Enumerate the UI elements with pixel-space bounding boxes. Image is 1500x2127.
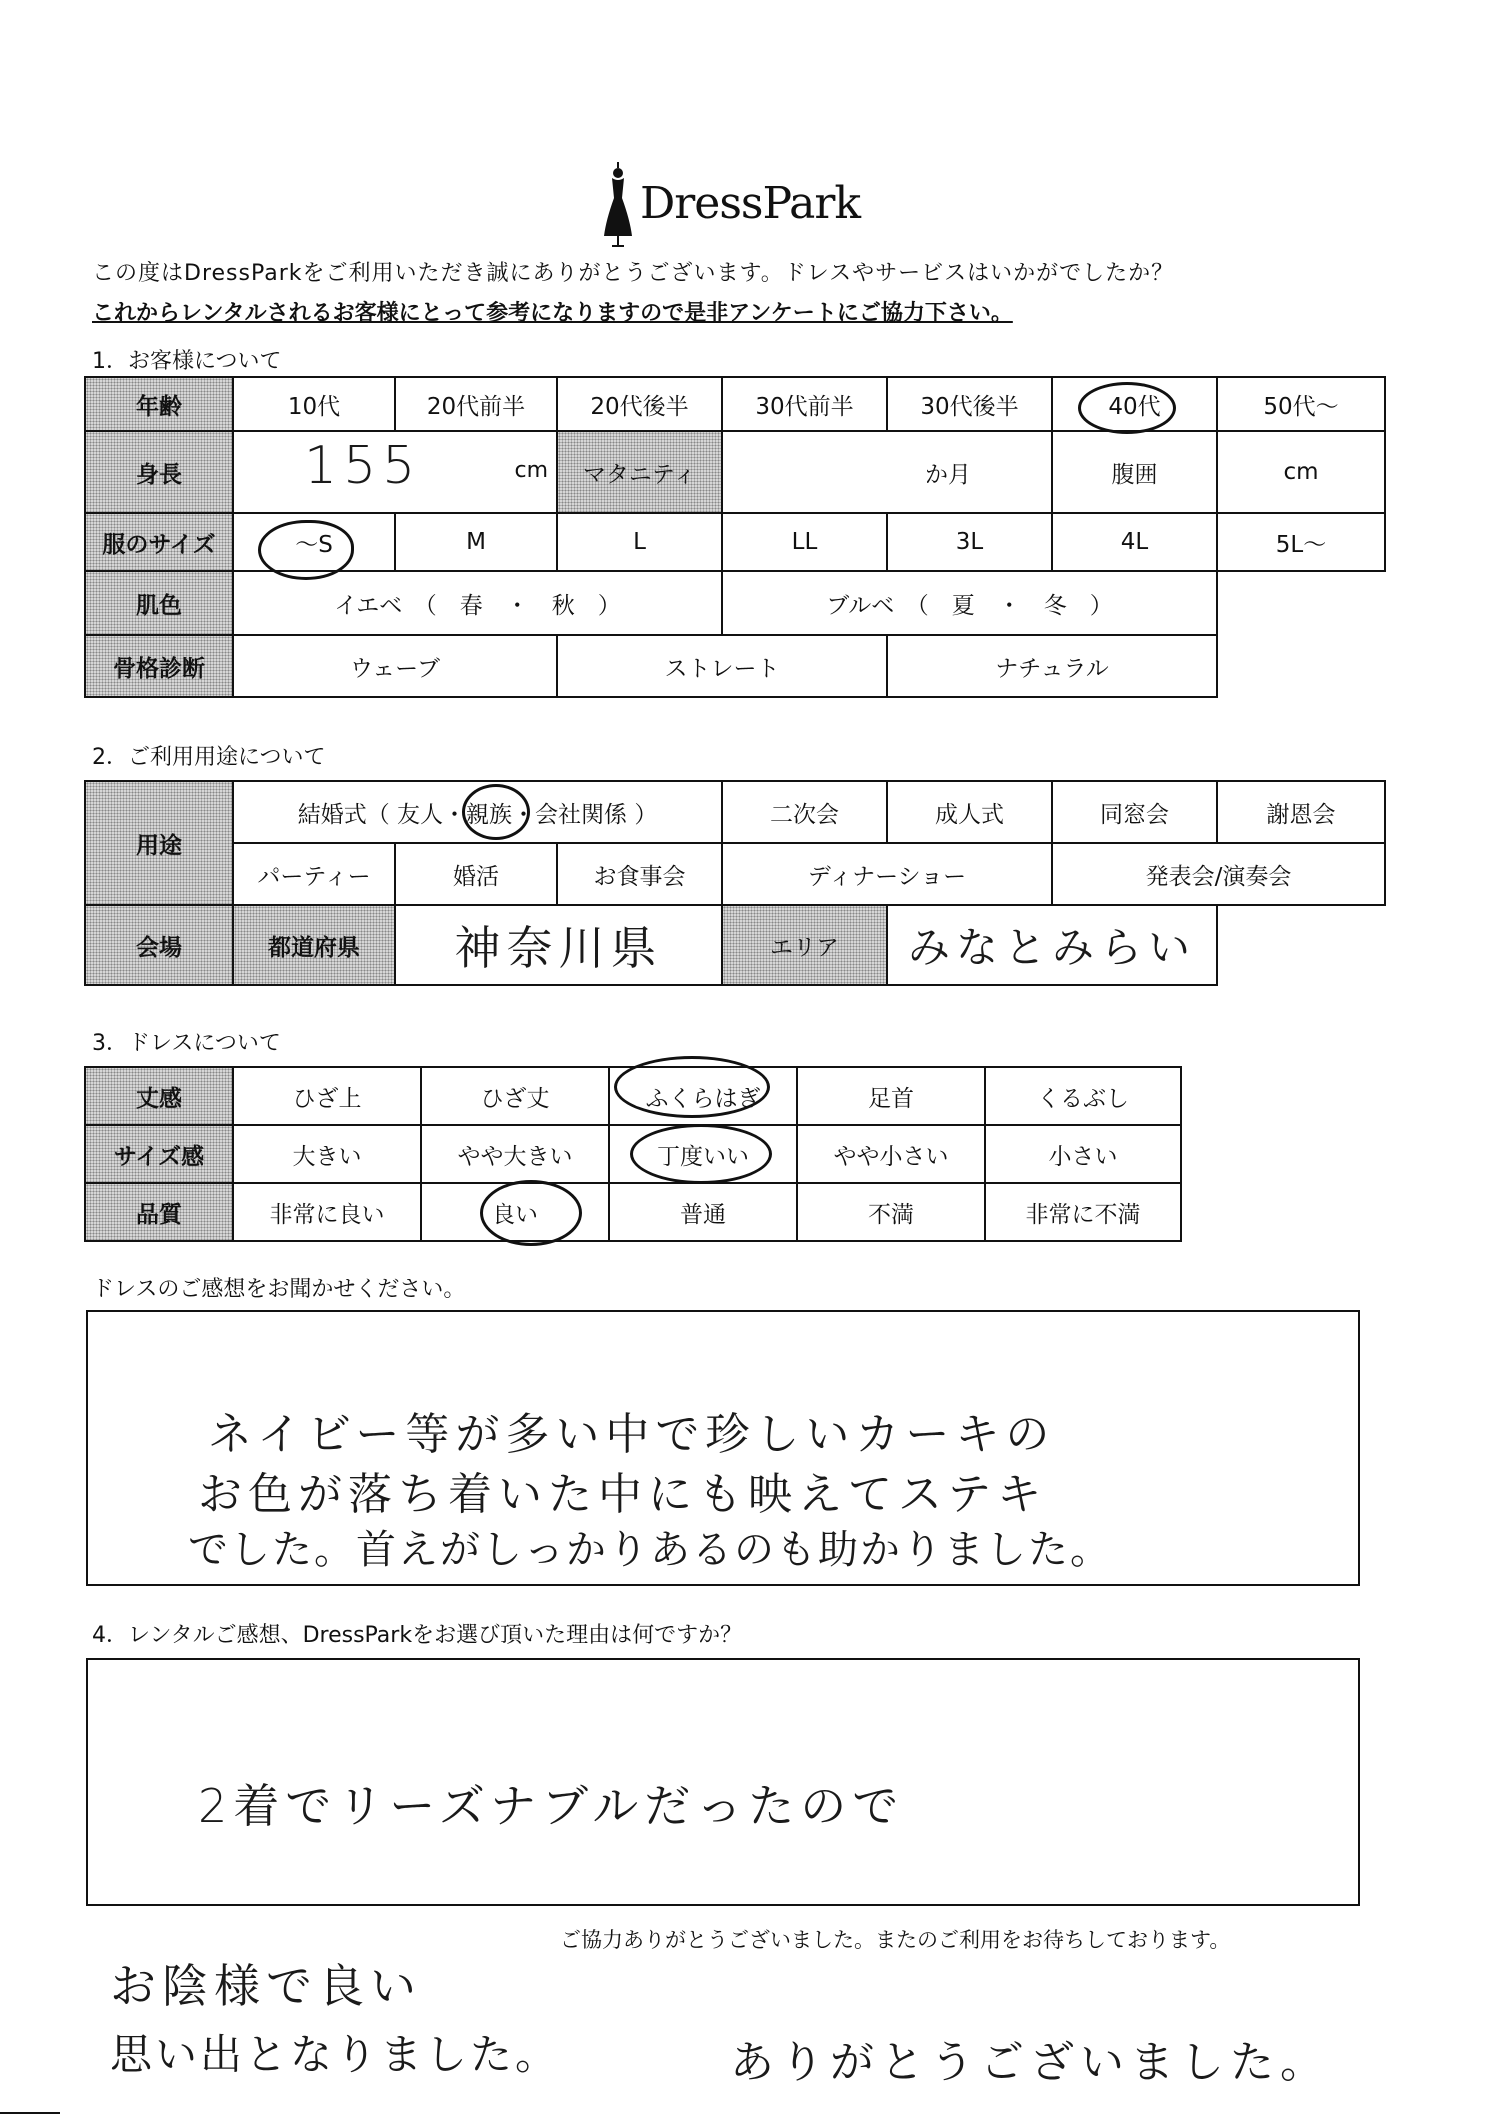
age-option[interactable]: 30代後半	[887, 377, 1052, 431]
purpose-option[interactable]: ディナーショー	[722, 843, 1052, 905]
reason-box[interactable]	[86, 1658, 1360, 1906]
waist-label: 腹囲	[1052, 431, 1217, 513]
purpose-label: 用途	[85, 781, 233, 905]
fit-option[interactable]: 小さい	[985, 1125, 1181, 1183]
quality-option[interactable]: 不満	[797, 1183, 985, 1241]
brand-logo	[600, 160, 900, 250]
thanks-message: ご協力ありがとうございました。またのご利用をお待ちしております。	[560, 1928, 1231, 1952]
age-option-selected[interactable]: 40代	[1052, 377, 1217, 431]
quality-option-selected[interactable]: 良い	[421, 1183, 609, 1241]
height-label: 身長	[85, 431, 233, 513]
blank-cell	[1217, 571, 1385, 635]
maternity-months[interactable]: か月	[722, 431, 1052, 513]
handwritten-note: お陰様で良い	[110, 1959, 422, 2013]
quality-option[interactable]: 非常に良い	[233, 1183, 421, 1241]
fit-selection-circle	[630, 1124, 772, 1184]
age-option[interactable]: 50代～	[1217, 377, 1385, 431]
size-label: 服のサイズ	[85, 513, 233, 571]
height-unit: cm	[514, 458, 548, 483]
fit-option-selected[interactable]: 丁度いい	[609, 1125, 797, 1183]
scan-edge-line	[0, 2112, 60, 2114]
length-option[interactable]: 足首	[797, 1067, 985, 1125]
purpose-option[interactable]: 発表会/演奏会	[1052, 843, 1385, 905]
blank-cell	[1217, 635, 1385, 697]
intro-request: これからレンタルされるお客様にとって参考になりますので是非アンケートにご協力下さい。	[92, 301, 1013, 326]
quality-label: 品質	[85, 1183, 233, 1241]
reason-answer: 2着でリーズナブルだったので	[198, 1779, 905, 1833]
purpose-option[interactable]: 婚活	[395, 843, 557, 905]
size-option[interactable]: 3L	[887, 513, 1052, 571]
height-field[interactable]	[233, 431, 557, 513]
waist-unit[interactable]: cm	[1217, 431, 1385, 513]
purpose-option[interactable]: パーティー	[233, 843, 395, 905]
handwritten-thanks: ありがとうございました。	[730, 2037, 1330, 2088]
dress-comment-box[interactable]	[86, 1310, 1360, 1586]
area-label: エリア	[722, 905, 887, 985]
skin-yellow-option[interactable]: イエベ （ 春 ・ 秋 ）	[233, 571, 722, 635]
size-option[interactable]: M	[395, 513, 557, 571]
prefecture-label: 都道府県	[233, 905, 395, 985]
prefecture-field[interactable]	[395, 905, 722, 985]
length-option[interactable]: ひざ上	[233, 1067, 421, 1125]
skin-blue-option[interactable]: ブルベ （ 夏 ・ 冬 ）	[722, 571, 1217, 635]
purpose-option[interactable]: お食事会	[557, 843, 722, 905]
size-option[interactable]: LL	[722, 513, 887, 571]
size-selection-circle	[258, 520, 354, 580]
age-option[interactable]: 20代後半	[557, 377, 722, 431]
purpose-option[interactable]: 二次会	[722, 781, 887, 843]
prefecture-value: 神奈川県	[454, 921, 663, 975]
age-option[interactable]: 10代	[233, 377, 395, 431]
dress-icon	[600, 160, 636, 250]
length-label: 丈感	[85, 1067, 233, 1125]
comment-line: でした。首えがしっかりあるのも助かりました。	[188, 1527, 1112, 1573]
size-option-selected[interactable]: ～S	[233, 513, 395, 571]
purpose-option[interactable]: 同窓会	[1052, 781, 1217, 843]
area-field[interactable]	[887, 905, 1217, 985]
fit-option[interactable]: やや大きい	[421, 1125, 609, 1183]
skeleton-option[interactable]: ストレート	[557, 635, 887, 697]
fit-option[interactable]: 大きい	[233, 1125, 421, 1183]
blank-cell	[1217, 905, 1385, 985]
size-option[interactable]: 4L	[1052, 513, 1217, 571]
comment-line: お色が落ち着いた中にも映えてステキ	[198, 1469, 1048, 1520]
handwritten-note: 思い出となりました。	[110, 2030, 561, 2079]
section1-title: 1．お客様について	[92, 349, 282, 374]
fit-label: サイズ感	[85, 1125, 233, 1183]
brand-name: DressPark	[640, 178, 861, 229]
length-selection-circle	[614, 1056, 770, 1118]
length-option[interactable]: ひざ丈	[421, 1067, 609, 1125]
age-option[interactable]: 30代前半	[722, 377, 887, 431]
age-label: 年齢	[85, 377, 233, 431]
section3-title: 3．ドレスについて	[92, 1031, 281, 1056]
maternity-label: マタニティ	[557, 431, 722, 513]
quality-option[interactable]: 非常に不満	[985, 1183, 1181, 1241]
intro-text: この度はDressParkをご利用いただき誠にありがとうございます。ドレスやサービスはいかがでしたか？	[92, 261, 1175, 286]
purpose-option[interactable]: 成人式	[887, 781, 1052, 843]
comment-line: ネイビー等が多い中で珍しいカーキの	[208, 1409, 1056, 1460]
height-value: 155	[304, 436, 422, 496]
age-selection-circle	[1078, 382, 1176, 434]
skeleton-option[interactable]: ナチュラル	[887, 635, 1217, 697]
length-option[interactable]: くるぶし	[985, 1067, 1181, 1125]
size-option[interactable]: L	[557, 513, 722, 571]
skin-label: 肌色	[85, 571, 233, 635]
relation-selection-circle	[462, 784, 530, 840]
skeleton-option[interactable]: ウェーブ	[233, 635, 557, 697]
size-option[interactable]: 5L～	[1217, 513, 1385, 571]
age-option[interactable]: 20代前半	[395, 377, 557, 431]
purpose-wedding[interactable]: 結婚式（ 友人・親族・会社関係 ）	[233, 781, 722, 843]
purpose-table	[84, 780, 1386, 986]
fit-option[interactable]: やや小さい	[797, 1125, 985, 1183]
skeleton-label: 骨格診断	[85, 635, 233, 697]
length-option-selected[interactable]: ふくらはぎ	[609, 1067, 797, 1125]
venue-label: 会場	[85, 905, 233, 985]
section2-title: 2．ご利用用途について	[92, 745, 326, 770]
section4-title: 4．レンタルご感想、DressParkをお選び頂いた理由は何ですか？	[92, 1623, 743, 1648]
area-value: みなとみらい	[908, 923, 1197, 972]
quality-option[interactable]: 普通	[609, 1183, 797, 1241]
purpose-option[interactable]: 謝恩会	[1217, 781, 1385, 843]
quality-selection-circle	[480, 1180, 582, 1246]
comment-prompt: ドレスのご感想をお聞かせください。	[92, 1277, 466, 1302]
